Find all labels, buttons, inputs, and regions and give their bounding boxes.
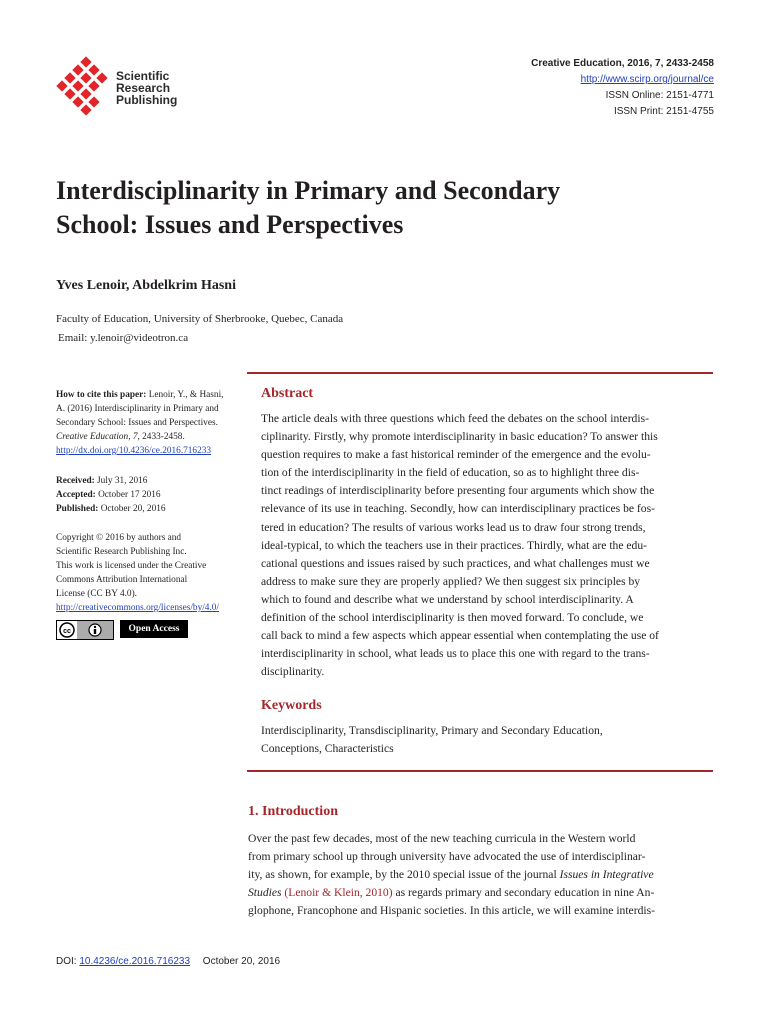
abstract-top-rule [247,372,713,374]
copyright-line-1: Copyright © 2016 by authors and [56,533,182,543]
citation-lenoir-klein[interactable]: (Lenoir & Klein, 2010) [284,886,393,900]
journal-name-italic: Issues in Integrative [559,868,654,882]
cite-line-1: Lenoir, Y., & Hasni, [148,390,224,400]
footer-date: October 20, 2016 [202,956,281,967]
keywords-bottom-rule [247,770,713,772]
cc-license-badge[interactable] [56,620,114,640]
logo-text-line1: Scientific [116,69,170,83]
issn-print: ISSN Print: 2151-4755 [613,106,714,117]
abstract-line: tion of the interdisciplinarity in the field of education, so as to highlight three dis- [261,466,640,480]
received-label: Received: [56,476,95,486]
intro-line-3: ity, as shown, for example, by the 2010 special issue of the journal [248,868,557,882]
copyright-line-5: License (CC BY 4.0). [56,589,137,599]
cite-journal: Creative Education, 7, [56,432,140,442]
keywords-line-1: Interdisciplinarity, Transdisciplinarity, Primary and Secondary Education, [261,724,603,737]
logo-text-line2: Research [116,81,171,95]
journal-url-link[interactable]: http://www.scirp.org/journal/ce [580,74,714,85]
abstract-line: definition of the school interdisciplinarity is then moved forward. To conclude, we [261,611,644,625]
abstract-line: ideal-typical, to which the teachers use in their practices. Thirdly, what are the edu- [261,538,647,552]
published-label: Published: [56,504,99,514]
copyright-line-4: Commons Attribution International [56,575,188,585]
authors: Yves Lenoir, Abdelkrim Hasni [56,278,236,293]
journal-citation: Creative Education, 2016, 7, 2433-2458 [531,58,714,69]
cite-line-3: Secondary School: Issues and Perspectives. [56,418,218,428]
journal-name-italic-2: Studies [248,886,282,900]
abstract-line: relevance of its use in teaching. Secondly, how can interdisciplinary practices be fos- [261,502,655,516]
open-access-badge: Open Access [120,620,188,638]
abstract-line: which to found and describe what we understand by school interdisciplinarity. A [261,592,634,606]
email: Email: y.lenoir@videotron.ca [58,332,189,344]
abstract-line: call back to mind a few aspects which appear essential when contemplating the use of [261,629,659,643]
copyright-line-2: Scientific Research Publishing Inc. [56,547,187,557]
abstract-heading: Abstract [261,386,314,401]
paper-title [56,174,696,242]
publisher-logo [56,56,186,122]
accepted-label: Accepted: [56,490,96,500]
intro-line-2: from primary school up through university have advocated the use of interdisciplinar- [248,850,646,864]
cite-label: How to cite this paper: [56,390,147,400]
abstract-line: tered in education? The results of various works lead us to draw four strong trends, [261,520,646,534]
abstract-body [261,410,713,681]
copyright-block [56,531,246,615]
keywords-heading: Keywords [261,698,322,713]
published-date: October 20, 2016 [100,504,166,514]
abstract-line: question requires to make a fast historical reminder of the emergence and the evolu- [261,448,651,462]
license-link[interactable]: http://creativecommons.org/licenses/by/4.0/ [56,603,220,613]
cite-doi-link[interactable]: http://dx.doi.org/10.4236/ce.2016.716233 [56,446,212,456]
title-line-2: School: Issues and Perspectives [56,210,404,239]
introduction-heading: 1. Introduction [248,804,338,819]
cite-line-2: A. (2016) Interdisciplinarity in Primary and [56,404,219,414]
affiliation: Faculty of Education, University of Sherbrooke, Quebec, Canada [56,313,344,325]
abstract-line: interdisciplinarity in school, what leads us to place this one with regard to the trans- [261,647,650,661]
cite-pages: 2433-2458. [142,432,185,442]
svg-text:cc: cc [63,628,71,635]
introduction-body [248,830,713,920]
copyright-line-3: This work is licensed under the Creative [56,561,207,571]
issn-online: ISSN Online: 2151-4771 [605,90,714,101]
citation-block [56,388,246,458]
footer-doi-label: DOI: [56,956,77,967]
logo-diamond-icon [56,56,116,122]
page-footer [56,956,280,967]
abstract-line: address to make sure they are properly applied? We then suggest six principles by [261,574,641,588]
abstract-line: The article deals with three questions which feed the debates on the school interdis- [261,412,649,425]
cc-by-icon [57,621,113,639]
keywords-line-2: Conceptions, Characteristics [261,742,394,756]
footer-doi-link[interactable]: 10.4236/ce.2016.716233 [79,956,191,967]
intro-line-1: Over the past few decades, most of the new teaching curricula in the Western world [248,832,636,845]
intro-line-5: glophone, Francophone and Hispanic societies. In this article, we will examine interdis- [248,904,655,918]
title-line-1: Interdisciplinarity in Primary and Secondary [56,176,561,205]
dates-block [56,474,246,516]
abstract-line: ciplinarity. Firstly, why promote interdisciplinarity in basic education? To answer this [261,430,658,444]
abstract-line: tinct readings of interdisciplinarity before presenting four arguments which show the [261,484,655,498]
keywords-body [261,722,713,758]
intro-line-4: as regards primary and secondary education in nine An- [395,886,655,900]
abstract-line: cational questions and issues raised by such practices, and what challenges must we [261,556,650,570]
accepted-date: October 17 2016 [98,490,161,500]
received-date: July 31, 2016 [97,476,148,486]
abstract-line: disciplinarity. [261,665,325,679]
logo-text-line3: Publishing [116,93,178,107]
